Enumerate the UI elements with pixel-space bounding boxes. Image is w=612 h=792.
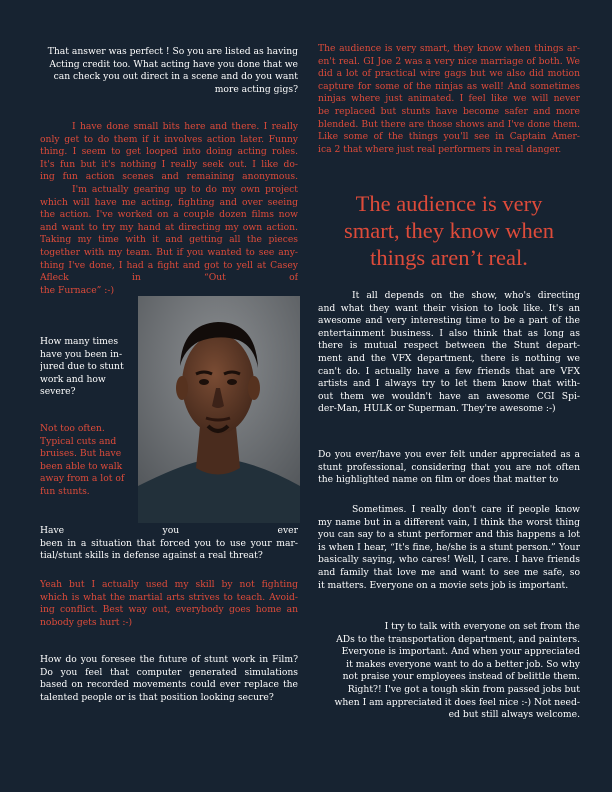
left-a3-line: Yeah but I actually used my skill by not fighting xyxy=(40,579,298,590)
left-q1-line: Acting credit too. What acting have you done that we xyxy=(49,58,298,70)
right-q5-line: stunt professional, considering that you are not often xyxy=(318,461,580,473)
right-a4b-line: can't do. I actually have a few friends that are VFX xyxy=(318,365,580,377)
left-a2-line: been able to walk xyxy=(40,460,123,472)
left-a1-line: the Furnace” :-) xyxy=(40,284,115,296)
left-a2-line: Typical cuts and xyxy=(40,435,117,447)
right-a4-line: did a lot of practical wire gags but we also did motion xyxy=(318,68,580,80)
left-q4-line: Do you feel that computer generated simulations xyxy=(40,666,298,678)
left-a2-line: Not too often. xyxy=(40,423,105,434)
left-q2-line: severe? xyxy=(40,386,76,398)
right-a4b-line: and what they want their vision to look like. It's an xyxy=(318,302,580,314)
left-q1-line: more acting gigs? xyxy=(214,83,298,95)
left-a3-line: nobody gets hurt :-) xyxy=(40,616,133,628)
left-a3-line: ing conflict. Best way out, everybody goes home an xyxy=(40,604,298,616)
left-q3-line: Have you ever xyxy=(40,525,298,536)
left-a1-line: together with my team. But if you wanted to see any- xyxy=(40,247,298,258)
left-q2-line: work and how xyxy=(40,373,106,385)
left-a1-line: and want to try my hand at directing my own action. xyxy=(40,221,298,233)
left-a1-line: Afleck in “Out of xyxy=(40,272,298,284)
right-a4b-line: there is mutual respect between the Stunt depart- xyxy=(318,340,580,352)
right-a4b-line: awesome and very interesting time to be a part of the xyxy=(318,315,580,327)
right-a4b-line: entertainment business. I also think that as long as xyxy=(318,327,580,339)
right-a5b-line: when I am appreciated it does feel nice :-) Not need- xyxy=(334,696,580,708)
left-q4-line: based on recorded movements could ever replace the xyxy=(40,679,298,691)
left-a1-line: the action. I've worked on a couple dozen films now xyxy=(40,209,298,221)
right-a5-line: you can say to a stunt performer and this happens a lot xyxy=(318,529,580,541)
left-q3-line: been in a situation that forced you to use your mar- xyxy=(40,537,298,549)
left-a2-line: away from a lot of xyxy=(40,473,125,485)
left-a1-line: thing I've done, I had a fight and got to yell at Casey xyxy=(40,259,298,271)
right-a4b-line: der-Man, HULK or Superman. They're awesome :-) xyxy=(318,403,556,415)
right-a4-line: The audience is very smart, they know when things ar- xyxy=(318,43,580,54)
left-a3-line: which is what the martial arts strives to teach. Avoid- xyxy=(40,591,298,603)
right-a4b-line: artists and I always try to let them know that with- xyxy=(318,378,580,390)
right-a5b-line: ADs to the transportation department, and painters. xyxy=(336,633,580,645)
right-a5-line: basically saying, who cares! Well, I care. I have friends xyxy=(318,554,580,566)
right-a4-line: be replaced but stunts have become safer and more xyxy=(318,106,580,117)
right-a5-line: it matters. Everyone on a movie sets job is important. xyxy=(318,579,569,591)
pull-quote-line: The audience is very xyxy=(355,191,543,216)
right-q5-line: the highlighted name on film or does that matter to xyxy=(318,474,559,486)
right-a5b-line: it makes everyone want to do a better job. So why xyxy=(346,658,580,670)
right-a5-line: Sometimes. I really don't care if people know xyxy=(352,504,580,515)
left-a1-line: thing. I seem to get looped into doing acting roles. xyxy=(40,146,298,158)
right-q5-line: Do you ever/have you ever felt under appreciated as a xyxy=(318,449,580,460)
left-a1-line: It's fun but it's nothing I really seek out. I like do- xyxy=(40,158,298,170)
pull-quote-line: things aren’t real. xyxy=(370,245,528,270)
left-q1-line: can check you out direct in a scene and do you want xyxy=(53,71,298,83)
right-a5b-line: Everyone is important. And when your appreciated xyxy=(341,646,580,658)
right-a5b-line: I try to talk with everyone on set from the xyxy=(384,621,580,632)
right-a5-line: my name but in a different vain, I think the worst thing xyxy=(318,516,580,528)
left-q3-line: tial/stunt skills in defense against a real threat? xyxy=(40,550,263,562)
left-a1-line: Taking my time with it and getting all the pieces xyxy=(40,234,298,246)
right-a4b-line: ment and the VFX department, there is nothing we xyxy=(318,353,580,364)
portrait-photo xyxy=(138,296,300,523)
left-a2-line: fun stunts. xyxy=(40,486,90,497)
left-q1-line: That answer was perfect ! So you are listed as having xyxy=(47,46,298,57)
left-a1-line: I'm actually gearing up to do my own project xyxy=(72,184,298,195)
right-a5b-line: not praise your employees instead of belittle them. xyxy=(342,671,580,683)
left-a1-line: only get to do them if it involves action later. Funny xyxy=(40,133,298,145)
left-a2-line: bruises. But have xyxy=(40,448,122,460)
pull-quote xyxy=(318,190,580,271)
right-a4b-line: out them we wouldn't have an awesome CGI Spi- xyxy=(318,390,580,402)
right-a4-line: en't real. GI Joe 2 was a very nice marriage of both. We xyxy=(318,55,580,67)
right-a4-line: ninjas where just animated. I feel like we will never xyxy=(318,93,580,105)
left-q4-line: talented people or is that position looking secure? xyxy=(40,691,274,703)
right-a4-line: ica 2 that where just real performers in real danger. xyxy=(318,143,562,155)
left-a1-line: which will have me acting, fighting and over seeing xyxy=(40,196,298,208)
left-q2-line: have you been in- xyxy=(40,348,123,360)
right-a4b-line: It all depends on the show, who's directing xyxy=(352,290,580,301)
left-a1-line: ing fun action scenes and remaining anonymous. xyxy=(40,171,298,183)
left-q2-line: jured due to stunt xyxy=(40,361,124,373)
right-a5-line: and family that love me and want to see me safe, so xyxy=(318,567,580,578)
left-q4-line: How do you foresee the future of stunt work in Film? xyxy=(40,654,298,665)
right-a5b-line: ed but still always welcome. xyxy=(448,709,580,721)
right-a4-line: blended. But there are those shows and I've done them. xyxy=(318,118,580,130)
right-a4-line: Like some of the things you'll see in Captain Amer- xyxy=(318,131,580,143)
right-a5b-line: Right?! I've got a tough skin from passed jobs but xyxy=(347,684,580,695)
left-q2-line: How many times xyxy=(40,336,119,347)
left-a1-line: I have done small bits here and there. I really xyxy=(72,121,298,132)
right-a4-line: capture for some of the ninjas as well! And sometimes xyxy=(318,80,580,92)
right-a5-line: is when I hear, “It's fine, he/she is a stunt person.” Your xyxy=(318,541,580,553)
pull-quote-line: smart, they know when xyxy=(344,218,554,243)
